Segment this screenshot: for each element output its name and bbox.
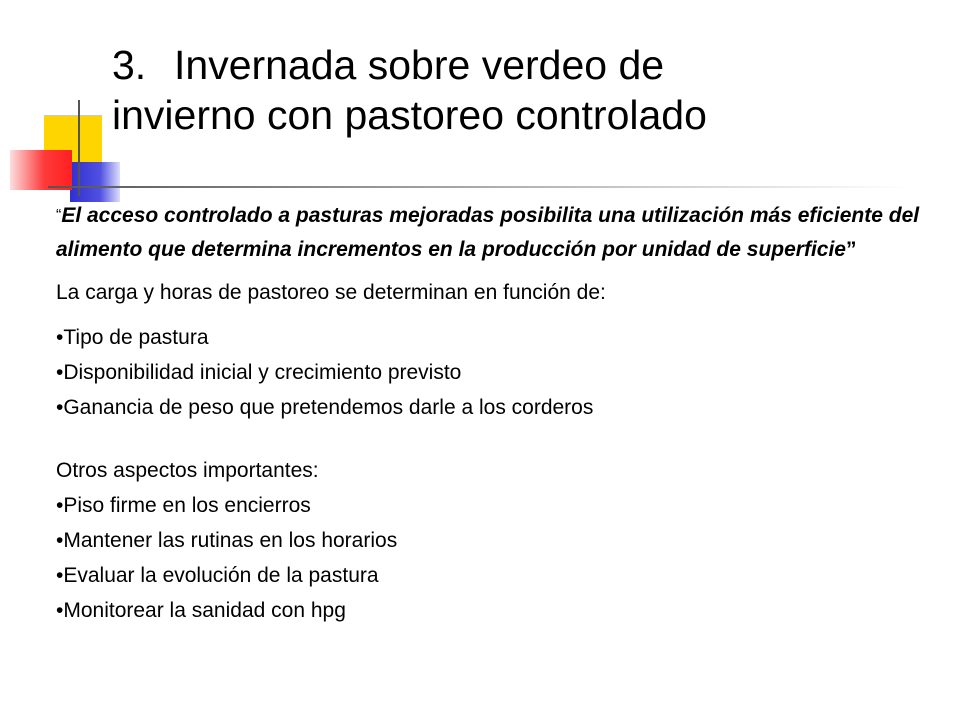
quote-close-mark: ” — [845, 238, 857, 261]
list-item: •Mantener las rutinas en los horarios — [56, 529, 398, 552]
factors-list — [56, 320, 946, 425]
otros-list — [56, 488, 946, 628]
quote-text: El acceso controlado a pasturas mejoradas posibilita una utilización más eficiente del alimento que determina incrementos en la producción por unidad de superficie — [56, 204, 920, 261]
title-line-2: invierno con pastoreo controlado — [112, 92, 707, 138]
list-item: •Tipo de pastura — [56, 326, 209, 349]
list-item: •Monitorear la sanidad con hpg — [56, 599, 346, 622]
decorative-red-square — [10, 150, 72, 190]
title-number: 3. — [112, 42, 147, 88]
list-item: •Piso firme en los encierros — [56, 494, 311, 517]
quote-block — [56, 199, 946, 267]
list-item: •Evaluar la evolución de la pastura — [56, 564, 379, 587]
otros-heading: Otros aspectos importantes: — [56, 459, 319, 482]
decorative-vertical-line — [78, 100, 80, 196]
quote-open-mark: “ — [56, 207, 62, 224]
slide-title — [112, 40, 932, 140]
list-item: •Disponibilidad inicial y crecimiento previsto — [56, 361, 462, 384]
carga-intro: La carga y horas de pastoreo se determinan en función de: — [56, 281, 606, 304]
title-line-1: Invernada sobre verdeo de — [174, 42, 665, 88]
slide-body — [56, 199, 946, 628]
list-item: •Ganancia de peso que pretendemos darle a los corderos — [56, 396, 594, 419]
title-divider-line — [48, 186, 908, 188]
